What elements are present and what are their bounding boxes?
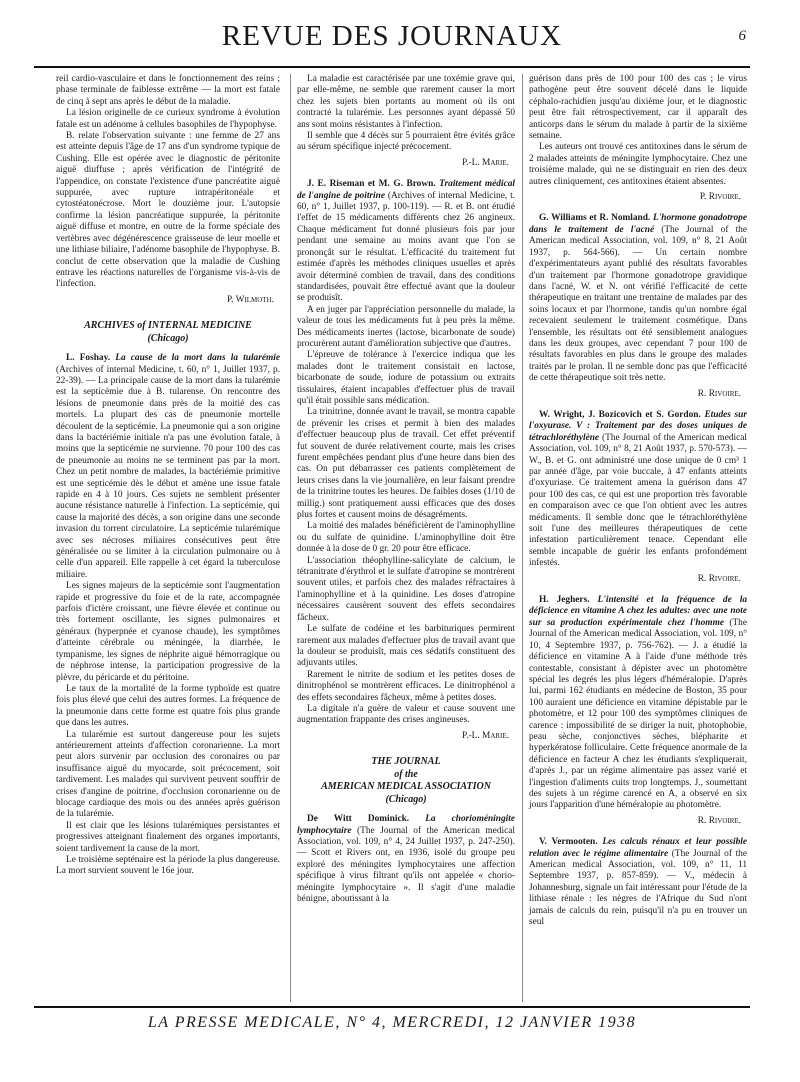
article-foshay <box>56 353 280 581</box>
paragraph: Il semble que 4 décès sur 5 pourraient être évités grâce au sérum spécifique injecté précocement. <box>297 131 515 153</box>
section-city: (Chicago) <box>147 332 189 344</box>
article-reference: (The Journal of the American medical Association, vol. 109, n° 8, 21 Août 1937, p. 570-573). — <box>529 432 747 455</box>
paragraph: La digitale n'a guère de valeur et cause souvent une augmentation frappante des crises angineuses. <box>297 703 515 726</box>
article-text: Un certain nombre d'expérimentateurs ayant publié des résultats favorables d'un traitement par l'hormone gonadotrope gravidique dans l'acné, W. et N. ont vérifié l'efficacité de cette thérapeutique en traitant une trentaine de malades par des soins locaux et par l'hormone, tandis qu'un nombre égal recevaient seulement le traitement cosmétique. Dans l'ensemble, les résultats ont été sensiblement analogues dans les deux groupes, avec cependant 7 pour 100 de résultats favorables en plus dans le groupe des malades traités par le prolan. Il ne semble donc pas que l'efficacité de cette thérapeutique soit très nette. <box>529 247 747 384</box>
article-reference: (The Journal of the American medical Association, vol. 109, n° 10, 4 Septembre 1937, p. 756-762). — <box>529 617 747 651</box>
signature: P.-L. Marie. <box>462 157 509 168</box>
footer-publication-line: LA PRESSE MEDICALE, N° 4, MERCREDI, 12 JANVIER 1938 <box>147 1014 637 1031</box>
article-author: L. Foshay. <box>66 353 111 364</box>
article-author: De Witt Dominick. <box>307 814 410 825</box>
section-journal-line-1: THE JOURNAL <box>371 756 441 768</box>
paragraph: Les auteurs ont trouvé ces antitoxines dans le sérum de 2 malades atteints de méningite lymphocytaire. Chez une troisième malade, qui ne se distinguait en rien des deux autres cliniquement, ces antitoxines étaient absentes. <box>529 142 747 187</box>
article-subtitle: V : Traitement par des doses uniques de tétrachloréthylène <box>529 421 747 443</box>
article-title: Traitement médical de l'angine de poitrine <box>297 179 515 201</box>
journal-section-title: REVUE DES JOURNAUX <box>221 20 563 52</box>
paragraph: L'épreuve de tolérance à l'exercice indiqua que les malades dont le traitement consistait en lactose, bicarbonate de soude, iodure de potassium ou extraits tissulaires, étaient incapables d'effectuer plus de travail qu'il était possible sans médication. <box>297 350 515 406</box>
paragraph: Le troisième septénaire est la période la plus dangereuse. La mort survient souvent le 16e jour. <box>56 855 280 877</box>
article-text: J. a étudié la déficience en vitamine A à l'aide d'une méthode très contestable, consistant à dépister avec un photomètre spécial les degrés les plus légers d'héméralopie. D'après lui, parmi 162 étudiants en médecine de Boston, 35 pour 100 auraient une déficience en vitamine dépistable par le photomètre, et 12 pour 100 des symptômes cliniques de carence : impossibilité de se diriger la nuit, photophobie, peau sèche, conjonctives sèches, blépharite et hyperkératose folliculaire. Cette fréquence anormale de la déficience en facteur A chez les étudiants s'expliquerait, d'après J., par un régime alimentaire pas assez varié et l'ingestion d'aliments cuits trop longtemps. J., soumettant des sujets à un régime carencé en A, a observé en six jours l'apparition d'une héméralopie au photomètre. <box>529 640 747 811</box>
signature: P. Wilmoth. <box>226 294 274 305</box>
article-text: La principale cause de la mort dans la tularémie est la septicémie due à B. tularense. On rencontre des lésions de pneumonie dans près de la moitié des cas mortels. La plupart des cas de pneumonie mortelle découlent de la septicémie. La pneumonie qui a son origine dans la bactériémie initiale n'a pas une évolution fatale, à moins que la septicémie ne survienne. 70 pour 100 des cas de pneumonie au moins ne se terminent pas par la mort. Chez un petit nombre de malades, la bactériémie primitive est une septicémie dès le début et amène une issue fatale rapide en 4 à 10 jours. Ces sujets ne semblent présenter aucune résistance naturelle à l'infection. La septicémie, qui cause la majorité des décès, a son origine dans une seconde invasion du torrent circulatoire. La septicémie tularémique avec ses nécroses miliaires consécutives peut être généralisée ou se limiter à la circulation pulmonaire ou à celle d'un appareil. Elle rappelle à cet égard la tuberculose miliaire. <box>56 375 280 580</box>
paragraph: L'association théophylline-salicylate de calcium, le tétranitrate d'érythrol et le sulfate d'atropine se montrèrent souvent utiles, et parfois chez des malades réfractaires à l'aminophylline et à la quinidine. Les doses d'atropine nécessaires causèrent souvent des effets secondaires fâcheux. <box>297 555 515 623</box>
article-reference: (Archives of internal Medicine, t. 60, n° 1, Juillet 1937, p. 22-39). — <box>56 364 280 386</box>
paragraph: guérison dans près de 100 pour 100 des cas ; le virus pathogène peut être souvent décelé dans le liquide céphalo-rachidien jusqu'au dixième jour, et le diagnostic peut être fait rétrospectivement, car il apparaît des anticorps dans le sérum du malade à partir de la sixième semaine. <box>529 74 747 142</box>
paragraph: reil cardio-vasculaire et dans le fonctionnement des reins ; phase terminale de faiblesse extrême — la mort est fatale de cinq à sept ans après le début de la maladie. <box>56 74 280 107</box>
page-number: 6 <box>738 28 746 44</box>
article-williams-nomland <box>529 213 747 384</box>
article-vermooten <box>529 837 747 928</box>
signature: R. Rivoire. <box>697 815 741 826</box>
article-text: W., B. et G. ont administré une dose unique de 0 cm³ 1 par année d'âge, par voie buccale, à 47 enfants atteints d'oxyuriase. Ce traitement amena la guérison dans 47 pour 100 des cas, ce qui est une proportion très favorable en comparaison avec ce que l'on obtient avec les autres médicaments. Il semble donc que le tétrachloréthylène soit l'une des meilleures thérapeutiques de cette infestation particulièrement tenace. Cependant elle semble incapable de guérir les enfants profondément infestés. <box>529 455 747 569</box>
article-text: Scott et Rivers ont, en 1936, isolé du groupe peu exploré des méningites lymphocytaires une affection spécifique à virus filtrant qu'ils ont appelée « chorio-méningite lymphocytaire ». Il s'agit d'une maladie bénigne, aboutissant à la <box>297 848 515 904</box>
page-footer <box>34 1006 750 1042</box>
article-wright-bozicovich-gordon <box>529 410 747 570</box>
signature: R. Rivoire. <box>697 573 741 584</box>
column-1 <box>56 74 280 1002</box>
article-title: La cause de la mort dans la tularémie <box>115 353 280 364</box>
paragraph: A en juger par l'appréciation personnelle du malade, la valeur de tous les médicaments fut à peu près la même. Des médicaments inertes (lactose, bicarbonate de soude) procurèrent autant d'amélioration subjective que d'autres. <box>297 304 515 349</box>
column-2 <box>290 74 515 1002</box>
section-heading <box>297 756 515 806</box>
paragraph: Les signes majeurs de la septicémie sont l'augmentation rapide et progressive du foie et de la rate, accompagnée parfois d'ictère croissant, une fièvre élevée et continue ou très fortement oscillante, les signes pulmonaires et généraux (hyperpnée et cyanose chaude), les symptômes d'atteinte cérébrale ou méningée, la diarrhée, le tympanisme, les signes de néphrite aiguë hémorragique ou de néphrose intense, la participation progressive de la plèvre, du péricarde et du péritoine. <box>56 581 280 683</box>
paragraph: La lésion originelle de ce curieux syndrome à évolution fatale est un adénome à cellules basophiles de l'hypophyse. <box>56 108 280 130</box>
article-title: Les calculs rénaux et leur possible relation avec le régime alimentaire <box>529 837 747 859</box>
article-text: R. et B. ont étudié l'effet de 15 médicaments différents chez 26 angineux. Chaque médicament fut donné plusieurs fois par jour pendant une semaine au moins avant que l'on se prononçât sur le résultat. L'efficacité du traitement fut estimée d'après les méthodes cliniques usuelles et après avoir déterminé combien de travail, dans des conditions standardisées, pouvait être effectué avant que la douleur se produisît. <box>297 202 515 304</box>
page-header <box>34 14 750 68</box>
article-author: J. E. Riseman et M. G. Brown. <box>307 179 436 190</box>
paragraph: La trinitrine, donnée avant le travail, se montra capable de prévenir les crises et permit à bien des malades d'effectuer beaucoup plus de travail. Cet effet préventif fut souvent de durée relativement courte, mais les crises furent empêchées pendant plus d'une heure dans bien des cas. On put débarrasser ces patients complètement de leurs crises dans la vie journalière, en leur faisant prendre de la trinitrine toutes les heures. De faibles doses (1/10 de millig.) sont pratiquement aussi efficaces que des doses plus fortes et causent moins de désagréments. <box>297 407 515 521</box>
article-title: L'hormone gonadotrope dans le traitement de l'acné <box>529 213 747 235</box>
article-reference: (The Journal of the American medical Association, vol. 109, n° 8, 21 Août 1937, p. 564-566). — <box>529 224 747 258</box>
article-author: V. Vermooten. <box>539 837 598 848</box>
article-riseman-brown <box>297 179 515 304</box>
paragraph: La tularémie est surtout dangereuse pour les sujets antérieurement atteints d'affection coronarienne. La mort peut alors survenir par occlusion des coronaires ou par insuffisance aiguë du myocarde, soit précocement, soit tardivement. Les malades qui survivent peuvent souffrir de crises d'angine de poitrine, d'occlusion coronarienne ou de blocage cardiaque des mois ou des années après guérison de la tularémie. <box>56 729 280 820</box>
section-heading <box>56 320 280 345</box>
signature: P. Rivoire. <box>699 192 741 203</box>
paragraph: La maladie est caractérisée par une toxémie grave qui, par elle-même, ne semble que rarement causer la mort chez les sujets bien portants au moment où ils ont contracté la tularémie. Les personnes ayant dépassé 50 ans sont moins résistantes à l'infection. <box>297 74 515 130</box>
article-dominick <box>297 814 515 905</box>
article-author: G. Williams et R. Nomland. <box>539 213 651 224</box>
signature: R. Rivoire. <box>697 388 741 399</box>
section-journal-line-3: AMERICAN MEDICAL ASSOCIATION <box>321 781 491 793</box>
article-title: Etudes sur l'oxyurase. <box>529 409 747 432</box>
paragraph: Le sulfate de codéine et les barbituriques permirent rarement aux malades d'effectuer plus de travail avant que la douleur se produisît, mais ces sédatifs constituent des adjuvants utiles. <box>297 624 515 669</box>
article-text: V., médecin à Johannesburg, signale un fait intéressant pour l'étude de la lithiase rénale : les nègres de l'Afrique du Sud n'ont jamais de calculs du rein, puisqu'il n'a pu en trouver un seul <box>529 871 747 928</box>
paragraph: Il est clair que les lésions tularémiques persistantes et progressives atteignant finalement des organes importants, soient tardivement la cause de la mort. <box>56 820 280 854</box>
article-reference: (Archives of internal Medicine, t. 60, n° 1, Juillet 1937, p. 100-119). — <box>297 190 515 213</box>
section-journal-name: ARCHIVES of INTERNAL MEDICINE <box>84 320 252 332</box>
article-jeghers <box>529 595 747 812</box>
section-journal-line-2: of the <box>394 768 418 780</box>
paragraph: B. relate l'observation suivante : une femme de 27 ans est atteinte depuis l'âge de 17 ans d'un syndrome typique de Cushing. Elle est opérée avec le diagnostic de péritonite aiguë diuffuse ; après vérification de l'intégrité de l'appendice, on constate l'existence d'une pancréatite aiguë suppurée, avec rupture intrapéritonéale et cytostéatonécrose. Mort le douzième jour. L'autopsie confirme la lésion pancréatique suppurée, la péritonite aiguë diffuse et montre, en outre de la forme spéciale des vertèbres avec dégénérescence graisseuse de leur moelle et une lithiase biliaire, l'adénome basophile de l'hypophyse. B. conclut de cette observation que la maladie de Cushing entrave les réactions naturelles de l'organisme vis-à-vis de l'infection. <box>56 131 280 290</box>
article-title: L'intensité et la fréquence de la déficience en vitamine A chez les adultes: avec une note sur sa production expérimentale chez l'homme <box>529 595 747 628</box>
section-city: (Chicago) <box>385 793 427 805</box>
article-title: La chorioméningite lymphocytaire <box>297 814 515 836</box>
article-author: H. Jeghers. <box>539 595 590 606</box>
paragraph: La moitié des malades bénéficièrent de l'aminophylline ou du sulfate de quinidine. L'aminophylline doit être donnée à la dose de 0 gr. 20 pour être efficace. <box>297 521 515 555</box>
article-reference: (The Journal of the American medical Association, vol. 109, n° 4, 24 Juillet 1937, p. 247-250). — <box>297 825 515 859</box>
paragraph: Rarement le nitrite de sodium et les petites doses de dinitrophénol se montrèrent efficaces. Le dinitrophénol a des effets secondaires fâcheux, même à petites doses. <box>297 669 515 703</box>
article-author: W. Wright, J. Bozicovich et S. Gordon. <box>539 409 701 420</box>
article-reference: (The Journal of the American medical Association, vol. 109, n° 11, 11 Septembre 1937, p. 857-859). — <box>529 848 747 882</box>
paragraph: Le taux de la mortalité de la forme typhoïde est quatre fois plus élevé que celui des autres formes. La fréquence de la pneumonie dans cette forme est quatre fois plus grande que dans les autres. <box>56 683 280 729</box>
column-3 <box>522 74 747 1002</box>
signature: P.-L. Marie. <box>462 730 509 741</box>
